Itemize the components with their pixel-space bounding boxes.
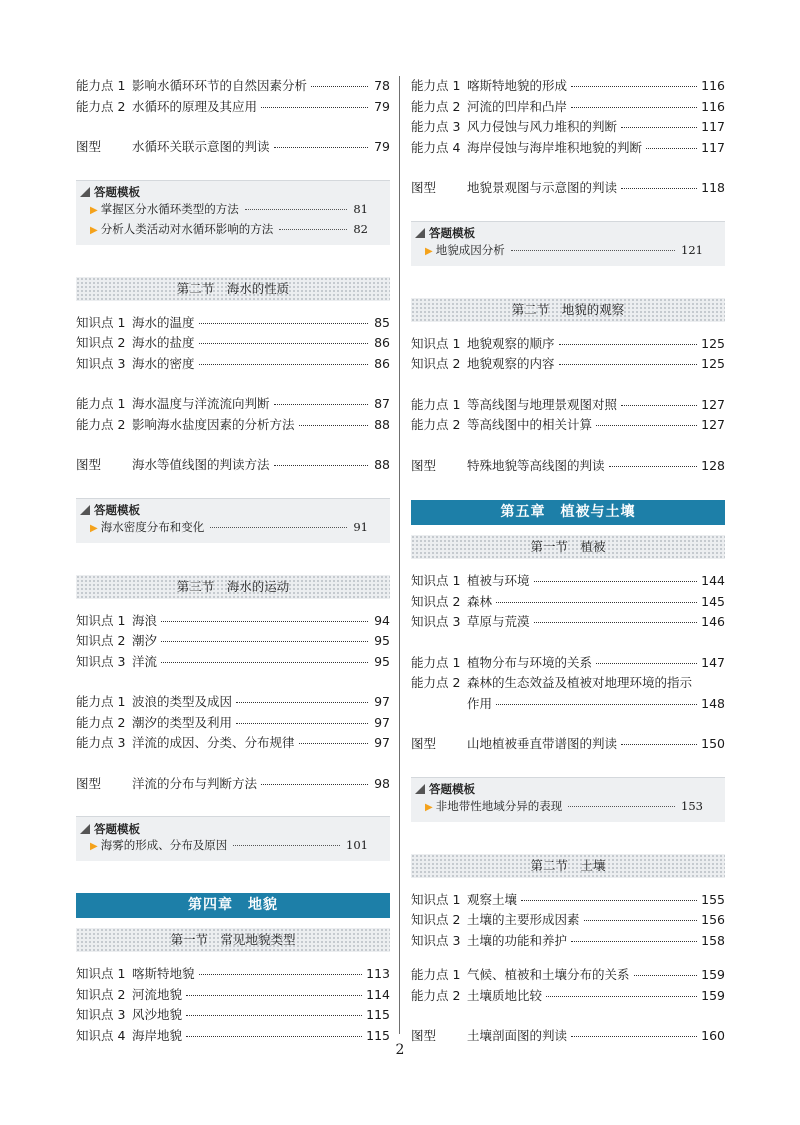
entry-title: 森林的生态效益及植被对地理环境的指示 bbox=[467, 675, 693, 690]
entry-page: 156 bbox=[701, 912, 725, 927]
corner-triangle-icon bbox=[80, 505, 90, 515]
entry-title: 观察土壤 bbox=[467, 891, 518, 907]
entry-tag: 图型 bbox=[76, 457, 102, 472]
entry-title: 风力侵蚀与风力堆积的判断 bbox=[467, 119, 618, 134]
entry-page: 88 bbox=[374, 457, 390, 472]
dot-leader bbox=[311, 86, 368, 87]
entry-tag: 能力点 1 bbox=[411, 78, 461, 93]
dot-leader bbox=[584, 920, 698, 921]
entry-title: 海岸地貌 bbox=[132, 1027, 183, 1043]
dot-leader bbox=[559, 344, 698, 345]
entry-page: 115 bbox=[366, 1007, 390, 1022]
toc-entry[interactable] bbox=[411, 890, 725, 911]
entry-tag: 知识点 1 bbox=[76, 314, 126, 330]
entry-page: 159 bbox=[701, 967, 725, 982]
entry-title: 喀斯特地貌 bbox=[132, 966, 195, 981]
toc-entry[interactable] bbox=[411, 592, 725, 613]
entry-title: 等高线图中的相关计算 bbox=[467, 417, 593, 432]
dot-leader bbox=[186, 995, 362, 996]
section-heading: 第二节 海水的性质 bbox=[76, 277, 390, 301]
dot-leader bbox=[186, 1015, 362, 1016]
template-heading-label: 答题模板 bbox=[94, 503, 140, 517]
corner-triangle-icon bbox=[80, 187, 90, 197]
template-entry-page: 81 bbox=[353, 201, 368, 216]
toc-entry[interactable] bbox=[76, 455, 390, 476]
entry-title: 海岸侵蚀与海岸堆积地貌的判断 bbox=[467, 139, 643, 155]
entry-tag: 图型 bbox=[76, 775, 102, 791]
template-heading-label: 答题模板 bbox=[429, 226, 475, 240]
dot-leader bbox=[161, 621, 368, 622]
toc-entry[interactable] bbox=[411, 138, 725, 159]
dot-leader bbox=[274, 465, 368, 466]
column-divider bbox=[399, 76, 400, 1034]
entry-tag: 能力点 3 bbox=[411, 119, 461, 134]
toc-entry[interactable] bbox=[411, 415, 725, 436]
template-entry[interactable] bbox=[415, 242, 721, 262]
entry-page: 88 bbox=[374, 416, 390, 432]
toc-entry[interactable] bbox=[76, 313, 390, 334]
arrow-right-icon: ▶ bbox=[425, 245, 433, 257]
dot-leader bbox=[596, 425, 697, 426]
entry-title: 水循环的原理及其应用 bbox=[132, 98, 258, 114]
entry-page: 114 bbox=[366, 986, 390, 1002]
answer-template-box bbox=[411, 777, 725, 822]
entry-tag: 能力点 1 bbox=[76, 694, 126, 709]
chapter-heading: 第五章 植被与土壤 bbox=[411, 500, 725, 525]
toc-entry[interactable] bbox=[411, 97, 725, 118]
toc-entry[interactable] bbox=[76, 333, 390, 354]
template-entry[interactable] bbox=[80, 201, 386, 221]
dot-leader bbox=[596, 663, 697, 664]
entry-page: 159 bbox=[701, 987, 725, 1003]
entry-page: 128 bbox=[701, 457, 725, 473]
entry-tag: 能力点 2 bbox=[411, 675, 461, 690]
entry-page: 117 bbox=[701, 139, 725, 155]
entry-page: 115 bbox=[366, 1027, 390, 1043]
answer-template-box bbox=[411, 221, 725, 266]
template-entry-page: 121 bbox=[681, 242, 703, 257]
entry-title: 特殊地貌等高线图的判读 bbox=[467, 457, 605, 473]
entry-title: 植物分布与环境的关系 bbox=[467, 654, 593, 670]
dot-leader bbox=[279, 229, 347, 230]
toc-entry[interactable] bbox=[76, 631, 390, 652]
entry-tag: 图型 bbox=[411, 457, 437, 473]
toc-entry[interactable] bbox=[76, 611, 390, 632]
entry-title: 地貌景观图与示意图的判读 bbox=[467, 180, 618, 195]
toc-entry[interactable] bbox=[76, 964, 390, 985]
entry-tag: 知识点 1 bbox=[411, 891, 461, 907]
dot-leader bbox=[236, 723, 368, 724]
toc-entry[interactable] bbox=[411, 354, 725, 375]
entry-title: 海水温度与洋流流向判断 bbox=[132, 396, 270, 411]
dot-leader bbox=[621, 405, 697, 406]
entry-page: 150 bbox=[701, 736, 725, 751]
toc-entry[interactable] bbox=[411, 986, 725, 1007]
entry-page: 95 bbox=[374, 653, 390, 669]
entry-title: 土壤剖面图的判读 bbox=[467, 1028, 568, 1043]
corner-triangle-icon bbox=[415, 784, 425, 794]
entry-title: 地貌观察的内容 bbox=[467, 356, 555, 371]
template-heading bbox=[415, 225, 721, 242]
entry-tag: 知识点 3 bbox=[76, 1007, 126, 1022]
dot-leader bbox=[609, 466, 698, 467]
template-entry-title: 掌握区分水循环类型的方法 bbox=[100, 201, 239, 216]
chapter-heading: 第四章 地貌 bbox=[76, 893, 390, 918]
template-heading-label: 答题模板 bbox=[429, 782, 475, 796]
entry-title: 植被与环境 bbox=[467, 573, 530, 588]
entry-title: 土壤的主要形成因素 bbox=[467, 912, 580, 927]
dot-leader bbox=[261, 784, 368, 785]
entry-title: 海浪 bbox=[132, 612, 158, 628]
entry-tag: 能力点 1 bbox=[76, 396, 126, 411]
dot-leader bbox=[261, 107, 368, 108]
entry-tag: 能力点 2 bbox=[76, 98, 126, 114]
toc-entry[interactable] bbox=[411, 612, 725, 633]
template-heading-label: 答题模板 bbox=[94, 821, 140, 836]
entry-tag: 知识点 1 bbox=[76, 612, 126, 628]
dot-leader bbox=[299, 743, 368, 744]
entry-title: 河流地貌 bbox=[132, 986, 183, 1002]
entry-tag: 能力点 1 bbox=[411, 967, 461, 982]
entry-page: 155 bbox=[701, 891, 725, 907]
arrow-right-icon: ▶ bbox=[90, 522, 98, 534]
toc-entry[interactable] bbox=[76, 713, 390, 734]
template-heading-label: 答题模板 bbox=[94, 185, 140, 199]
entry-tag: 知识点 2 bbox=[411, 593, 461, 609]
toc-entry[interactable] bbox=[76, 733, 390, 754]
entry-page: 94 bbox=[374, 612, 390, 628]
entry-tag: 知识点 1 bbox=[411, 335, 461, 351]
entry-tag: 能力点 2 bbox=[411, 98, 461, 114]
arrow-right-icon: ▶ bbox=[90, 841, 98, 852]
toc-entry[interactable] bbox=[411, 734, 725, 755]
dot-leader bbox=[571, 941, 697, 942]
entry-page: 144 bbox=[701, 573, 725, 588]
entry-page: 86 bbox=[374, 335, 390, 350]
answer-template-box bbox=[76, 498, 390, 543]
entry-tag: 知识点 2 bbox=[76, 335, 126, 350]
entry-page: 97 bbox=[374, 735, 390, 750]
toc-entry[interactable] bbox=[411, 178, 725, 199]
template-entry-title: 非地带性地域分异的表现 bbox=[435, 798, 563, 813]
toc-entry[interactable] bbox=[76, 354, 390, 375]
entry-title: 水循环关联示意图的判读 bbox=[132, 139, 270, 154]
entry-title: 海水的温度 bbox=[132, 314, 195, 330]
section-heading: 第二节 地貌的观察 bbox=[411, 298, 725, 322]
entry-title: 洋流的分布与判断方法 bbox=[132, 775, 258, 791]
toc-entry[interactable] bbox=[76, 415, 390, 436]
entry-page: 117 bbox=[701, 119, 725, 134]
template-entry[interactable] bbox=[415, 798, 721, 818]
template-entry-page: 91 bbox=[353, 519, 368, 534]
entry-tag: 能力点 2 bbox=[76, 714, 126, 730]
dot-leader bbox=[161, 662, 368, 663]
entry-title: 河流的凹岸和凸岸 bbox=[467, 98, 568, 114]
entry-title: 喀斯特地貌的形成 bbox=[467, 78, 568, 93]
dot-leader bbox=[571, 86, 697, 87]
page-number: 2 bbox=[395, 1042, 405, 1058]
entry-tag: 能力点 1 bbox=[76, 78, 126, 93]
entry-page: 79 bbox=[374, 98, 390, 114]
entry-tag: 能力点 3 bbox=[76, 735, 126, 750]
dot-leader bbox=[186, 1036, 362, 1037]
entry-page: 127 bbox=[701, 396, 725, 412]
entry-page: 145 bbox=[701, 593, 725, 609]
template-entry[interactable] bbox=[80, 837, 386, 857]
entry-tag: 能力点 1 bbox=[411, 396, 461, 412]
dot-leader bbox=[233, 845, 340, 846]
entry-tag: 能力点 2 bbox=[76, 416, 126, 432]
section-heading: 第二节 土壤 bbox=[411, 854, 725, 878]
dot-leader bbox=[274, 147, 368, 148]
section-heading: 第三节 海水的运动 bbox=[76, 575, 390, 599]
entry-page: 125 bbox=[701, 335, 725, 351]
entry-page: 158 bbox=[701, 932, 725, 948]
dot-leader bbox=[210, 527, 347, 528]
entry-tag: 知识点 3 bbox=[76, 653, 126, 669]
dot-leader bbox=[621, 188, 697, 189]
entry-title: 潮汐的类型及利用 bbox=[132, 714, 233, 730]
dot-leader bbox=[646, 148, 697, 149]
entry-title: 等高线图与地理景观图对照 bbox=[467, 396, 618, 412]
template-entry-title: 地貌成因分析 bbox=[435, 242, 505, 257]
toc-entry-continuation[interactable] bbox=[411, 694, 725, 715]
dot-leader bbox=[161, 641, 368, 642]
entry-page: 85 bbox=[374, 314, 390, 330]
entry-page: 86 bbox=[374, 355, 390, 371]
entry-page: 97 bbox=[374, 714, 390, 730]
corner-triangle-icon bbox=[415, 228, 425, 238]
toc-entry[interactable] bbox=[76, 394, 390, 415]
entry-tag: 知识点 3 bbox=[411, 932, 461, 948]
entry-tag: 知识点 2 bbox=[411, 912, 461, 927]
entry-title: 海水的盐度 bbox=[132, 335, 195, 350]
toc-entry[interactable] bbox=[76, 692, 390, 713]
template-heading bbox=[80, 184, 386, 201]
entry-tag: 知识点 2 bbox=[76, 986, 126, 1002]
toc-entry[interactable] bbox=[411, 395, 725, 416]
entry-tag: 知识点 2 bbox=[411, 356, 461, 371]
toc-entry[interactable] bbox=[411, 910, 725, 931]
toc-entry[interactable] bbox=[411, 965, 725, 986]
arrow-right-icon: ▶ bbox=[90, 224, 98, 236]
entry-page: 127 bbox=[701, 417, 725, 432]
dot-leader bbox=[199, 323, 368, 324]
toc-entry[interactable] bbox=[411, 76, 725, 97]
template-entry[interactable] bbox=[80, 519, 386, 539]
dot-leader bbox=[511, 250, 675, 251]
toc-entry[interactable] bbox=[411, 571, 725, 592]
entry-page: 147 bbox=[701, 654, 725, 670]
entry-tag: 能力点 4 bbox=[411, 139, 461, 155]
template-entry-title: 海雾的形成、分布及原因 bbox=[100, 838, 228, 852]
entry-tag: 知识点 2 bbox=[76, 633, 126, 648]
entry-title: 森林 bbox=[467, 593, 493, 609]
toc-entry[interactable] bbox=[411, 653, 725, 674]
entry-page: 116 bbox=[701, 78, 725, 93]
toc-entry[interactable] bbox=[76, 774, 390, 795]
entry-title: 风沙地貌 bbox=[132, 1007, 183, 1022]
entry-page: 87 bbox=[374, 396, 390, 411]
template-entry[interactable] bbox=[80, 221, 386, 241]
entry-title: 影响海水盐度因素的分析方法 bbox=[132, 416, 295, 432]
entry-tag: 能力点 2 bbox=[411, 417, 461, 432]
entry-tag: 知识点 1 bbox=[411, 573, 461, 588]
entry-page: 160 bbox=[701, 1028, 725, 1043]
arrow-right-icon: ▶ bbox=[425, 801, 433, 813]
dot-leader bbox=[521, 900, 697, 901]
toc-entry[interactable] bbox=[411, 673, 725, 694]
left-column bbox=[76, 76, 390, 1046]
template-entry-page: 82 bbox=[353, 221, 368, 236]
dot-leader bbox=[634, 975, 698, 976]
arrow-right-icon: ▶ bbox=[90, 204, 98, 216]
entry-page: 98 bbox=[374, 775, 390, 791]
entry-tag: 知识点 1 bbox=[76, 966, 126, 981]
entry-page: 78 bbox=[374, 78, 390, 93]
toc-entry[interactable] bbox=[411, 117, 725, 138]
entry-tag: 图型 bbox=[411, 736, 437, 751]
dot-leader bbox=[534, 622, 698, 623]
dot-leader bbox=[236, 702, 368, 703]
entry-title: 影响水循环环节的自然因素分析 bbox=[132, 78, 308, 93]
entry-page: 125 bbox=[701, 356, 725, 371]
template-heading bbox=[80, 502, 386, 519]
template-heading bbox=[80, 820, 386, 837]
entry-tag: 知识点 3 bbox=[76, 355, 126, 371]
entry-title: 洋流 bbox=[132, 653, 158, 669]
entry-title: 气候、植被和土壤分布的关系 bbox=[467, 967, 630, 982]
toc-entry[interactable] bbox=[411, 334, 725, 355]
answer-template-box bbox=[76, 180, 390, 245]
entry-tag: 图型 bbox=[411, 180, 437, 195]
dot-leader bbox=[621, 744, 697, 745]
toc-entry[interactable] bbox=[76, 76, 390, 97]
entry-title: 波浪的类型及成因 bbox=[132, 694, 233, 709]
entry-tag: 知识点 3 bbox=[411, 614, 461, 629]
entry-title: 土壤质地比较 bbox=[467, 987, 543, 1003]
entry-page: 113 bbox=[366, 966, 390, 981]
entry-page: 97 bbox=[374, 694, 390, 709]
dot-leader bbox=[534, 581, 698, 582]
dot-leader bbox=[496, 704, 697, 705]
corner-triangle-icon bbox=[80, 824, 90, 834]
toc-entry[interactable] bbox=[76, 985, 390, 1006]
dot-leader bbox=[299, 425, 368, 426]
entry-page: 148 bbox=[701, 695, 725, 711]
entry-title: 地貌观察的顺序 bbox=[467, 335, 555, 351]
section-heading: 第一节 常见地貌类型 bbox=[76, 928, 390, 952]
dot-leader bbox=[559, 364, 698, 365]
entry-title: 草原与荒漠 bbox=[467, 614, 530, 629]
entry-tag: 图型 bbox=[411, 1028, 437, 1043]
template-entry-title: 海水密度分布和变化 bbox=[100, 519, 205, 534]
toc-entry[interactable] bbox=[76, 97, 390, 118]
entry-title: 山地植被垂直带谱图的判读 bbox=[467, 736, 618, 751]
entry-title: 作用 bbox=[467, 695, 493, 711]
entry-title: 海水等值线图的判读方法 bbox=[132, 457, 270, 472]
entry-page: 146 bbox=[701, 614, 725, 629]
entry-title: 土壤的功能和养护 bbox=[467, 932, 568, 948]
dot-leader bbox=[274, 404, 368, 405]
template-entry-title: 分析人类活动对水循环影响的方法 bbox=[100, 221, 274, 236]
dot-leader bbox=[621, 127, 697, 128]
entry-tag: 能力点 1 bbox=[411, 654, 461, 670]
dot-leader bbox=[199, 974, 363, 975]
template-heading bbox=[415, 781, 721, 798]
toc-entry[interactable] bbox=[411, 456, 725, 477]
entry-title: 海水的密度 bbox=[132, 355, 195, 371]
entry-tag: 能力点 2 bbox=[411, 987, 461, 1003]
toc-entry[interactable] bbox=[411, 931, 725, 952]
dot-leader bbox=[496, 602, 697, 603]
dot-leader bbox=[199, 343, 368, 344]
dot-leader bbox=[571, 107, 697, 108]
entry-page: 79 bbox=[374, 139, 390, 154]
template-entry-page: 101 bbox=[346, 838, 368, 852]
entry-page: 116 bbox=[701, 98, 725, 114]
dot-leader bbox=[245, 209, 348, 210]
section-heading: 第一节 植被 bbox=[411, 535, 725, 559]
dot-leader bbox=[571, 1036, 697, 1037]
entry-page: 118 bbox=[701, 180, 725, 195]
toc-entry[interactable] bbox=[76, 1005, 390, 1026]
dot-leader bbox=[199, 364, 368, 365]
right-column bbox=[411, 76, 725, 1047]
entry-tag: 知识点 4 bbox=[76, 1027, 126, 1043]
entry-tag: 图型 bbox=[76, 139, 102, 154]
template-entry-page: 153 bbox=[681, 798, 703, 813]
toc-entry[interactable] bbox=[76, 652, 390, 673]
entry-title: 潮汐 bbox=[132, 633, 158, 648]
answer-template-box bbox=[76, 816, 390, 861]
toc-entry[interactable] bbox=[76, 137, 390, 158]
entry-title: 洋流的成因、分类、分布规律 bbox=[132, 735, 295, 750]
dot-leader bbox=[546, 996, 697, 997]
entry-page: 95 bbox=[374, 633, 390, 648]
dot-leader bbox=[568, 806, 675, 807]
